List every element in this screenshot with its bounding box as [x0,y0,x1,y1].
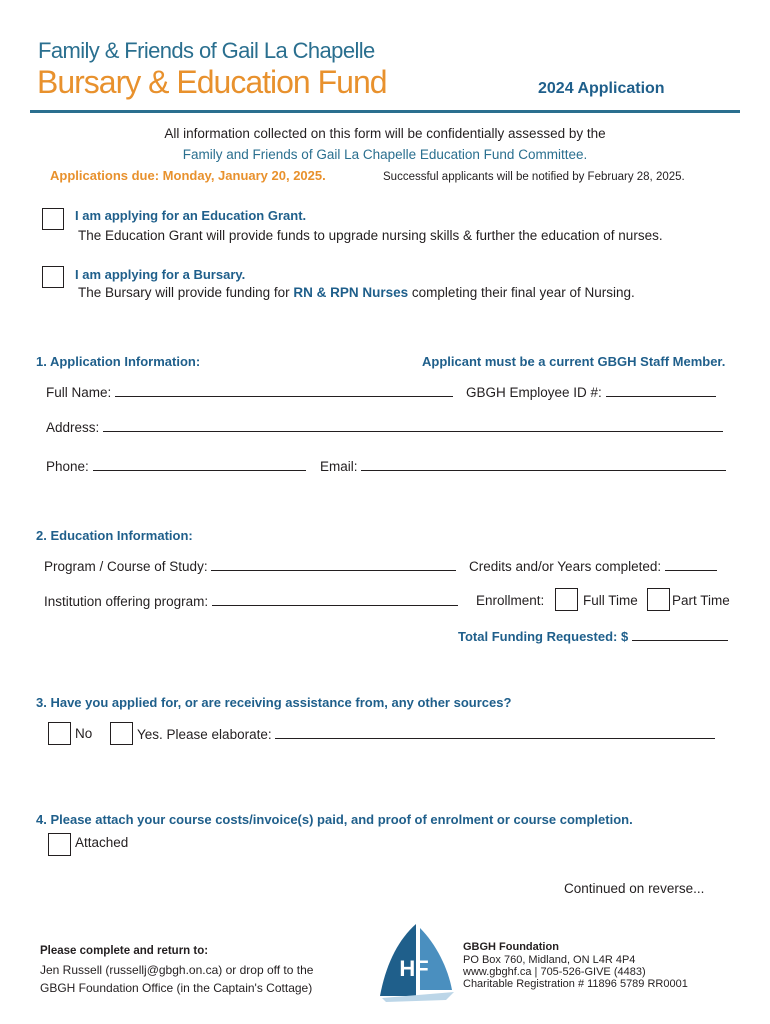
part-time-checkbox[interactable] [647,588,670,611]
part-time-label: Part Time [672,593,730,608]
institution-label: Institution offering program: [44,594,209,609]
credits-label: Credits and/or Years completed: [469,559,662,574]
total-funding-label: Total Funding Requested: $ [458,629,629,644]
employee-id-row [466,384,716,400]
no-checkbox[interactable] [48,722,71,745]
credits-field[interactable] [665,558,717,571]
phone-field[interactable] [93,458,306,471]
charity-registration: Charitable Registration # 11896 5789 RR0001 [463,978,688,990]
section-3-title: 3. Have you applied for, or are receiving assistance from, any other sources? [36,695,512,710]
yes-checkbox[interactable] [110,722,133,745]
full-time-label: Full Time [583,593,638,608]
bursary-desc-highlight: RN & RPN Nurses [293,285,409,300]
foundation-address: PO Box 760, Midland, ON L4R 4P4 [463,954,636,966]
notification-date: Successful applicants will be notified by February 28, 2025. [383,171,685,183]
section-1-title: 1. Application Information: [36,354,201,369]
institution-field[interactable] [212,593,458,606]
address-label: Address: [46,420,100,435]
phone-label: Phone: [46,459,89,474]
logo-text: HF [399,956,429,981]
program-label: Program / Course of Study: [44,559,208,574]
full-name-row [46,384,453,400]
employee-id-field[interactable] [606,384,716,397]
employee-id-label: GBGH Employee ID #: [466,385,602,400]
yes-row [137,726,715,742]
email-row [320,458,726,474]
attached-label: Attached [75,835,129,850]
enrollment-label: Enrollment: [476,593,545,608]
program-row [44,558,456,574]
full-name-field[interactable] [115,384,453,397]
grant-heading: I am applying for an Education Grant. [75,208,307,223]
email-label: Email: [320,459,358,474]
phone-row [46,458,306,474]
credits-row [469,558,717,574]
header-divider [30,110,740,113]
bursary-heading: I am applying for a Bursary. [75,267,246,282]
due-date: Applications due: Monday, January 20, 2025. [50,168,326,183]
attached-checkbox[interactable] [48,833,71,856]
full-name-label: Full Name: [46,385,112,400]
bursary-desc-before: The Bursary will provide funding for [78,285,290,300]
total-funding-row [458,628,728,644]
return-heading: Please complete and return to: [40,945,209,957]
return-line-1: Jen Russell (russellj@gbgh.on.ca) or drop off to the [40,963,314,977]
no-label: No [75,726,93,741]
section-4-title: 4. Please attach your course costs/invoice(s) paid, and proof of enrolment or course completion. [36,812,633,827]
continued-note: Continued on reverse... [564,881,705,896]
program-field[interactable] [211,558,456,571]
total-funding-field[interactable] [632,628,728,641]
email-field[interactable] [361,458,726,471]
intro-line-2: Family and Friends of Gail La Chapelle Education Fund Committee. [182,147,588,162]
address-field[interactable] [103,419,723,432]
elaborate-field[interactable] [275,726,715,739]
org-title: Family & Friends of Gail La Chapelle [38,38,375,63]
yes-label: Yes. Please elaborate: [137,727,272,742]
institution-row [44,593,458,609]
bursary-checkbox[interactable] [42,266,64,288]
full-time-checkbox[interactable] [555,588,578,611]
bursary-description [78,285,635,300]
address-row [46,419,723,435]
foundation-name: GBGH Foundation [463,941,559,953]
fund-title: Bursary & Education Fund [37,64,387,100]
application-year: 2024 Application [538,80,665,97]
gbgh-foundation-logo [376,920,458,1002]
section-1-note: Applicant must be a current GBGH Staff Member. [422,354,726,369]
intro-line-1: All information collected on this form will be confidentially assessed by the [164,126,606,141]
foundation-web-phone: www.gbghf.ca | 705-526-GIVE (4483) [463,966,646,978]
grant-description: The Education Grant will provide funds to upgrade nursing skills & further the education of nurses. [78,228,663,243]
return-line-2: GBGH Foundation Office (in the Captain's Cottage) [40,981,313,995]
grant-checkbox[interactable] [42,208,64,230]
section-2-title: 2. Education Information: [36,528,193,543]
bursary-desc-after: completing their final year of Nursing. [411,285,635,300]
